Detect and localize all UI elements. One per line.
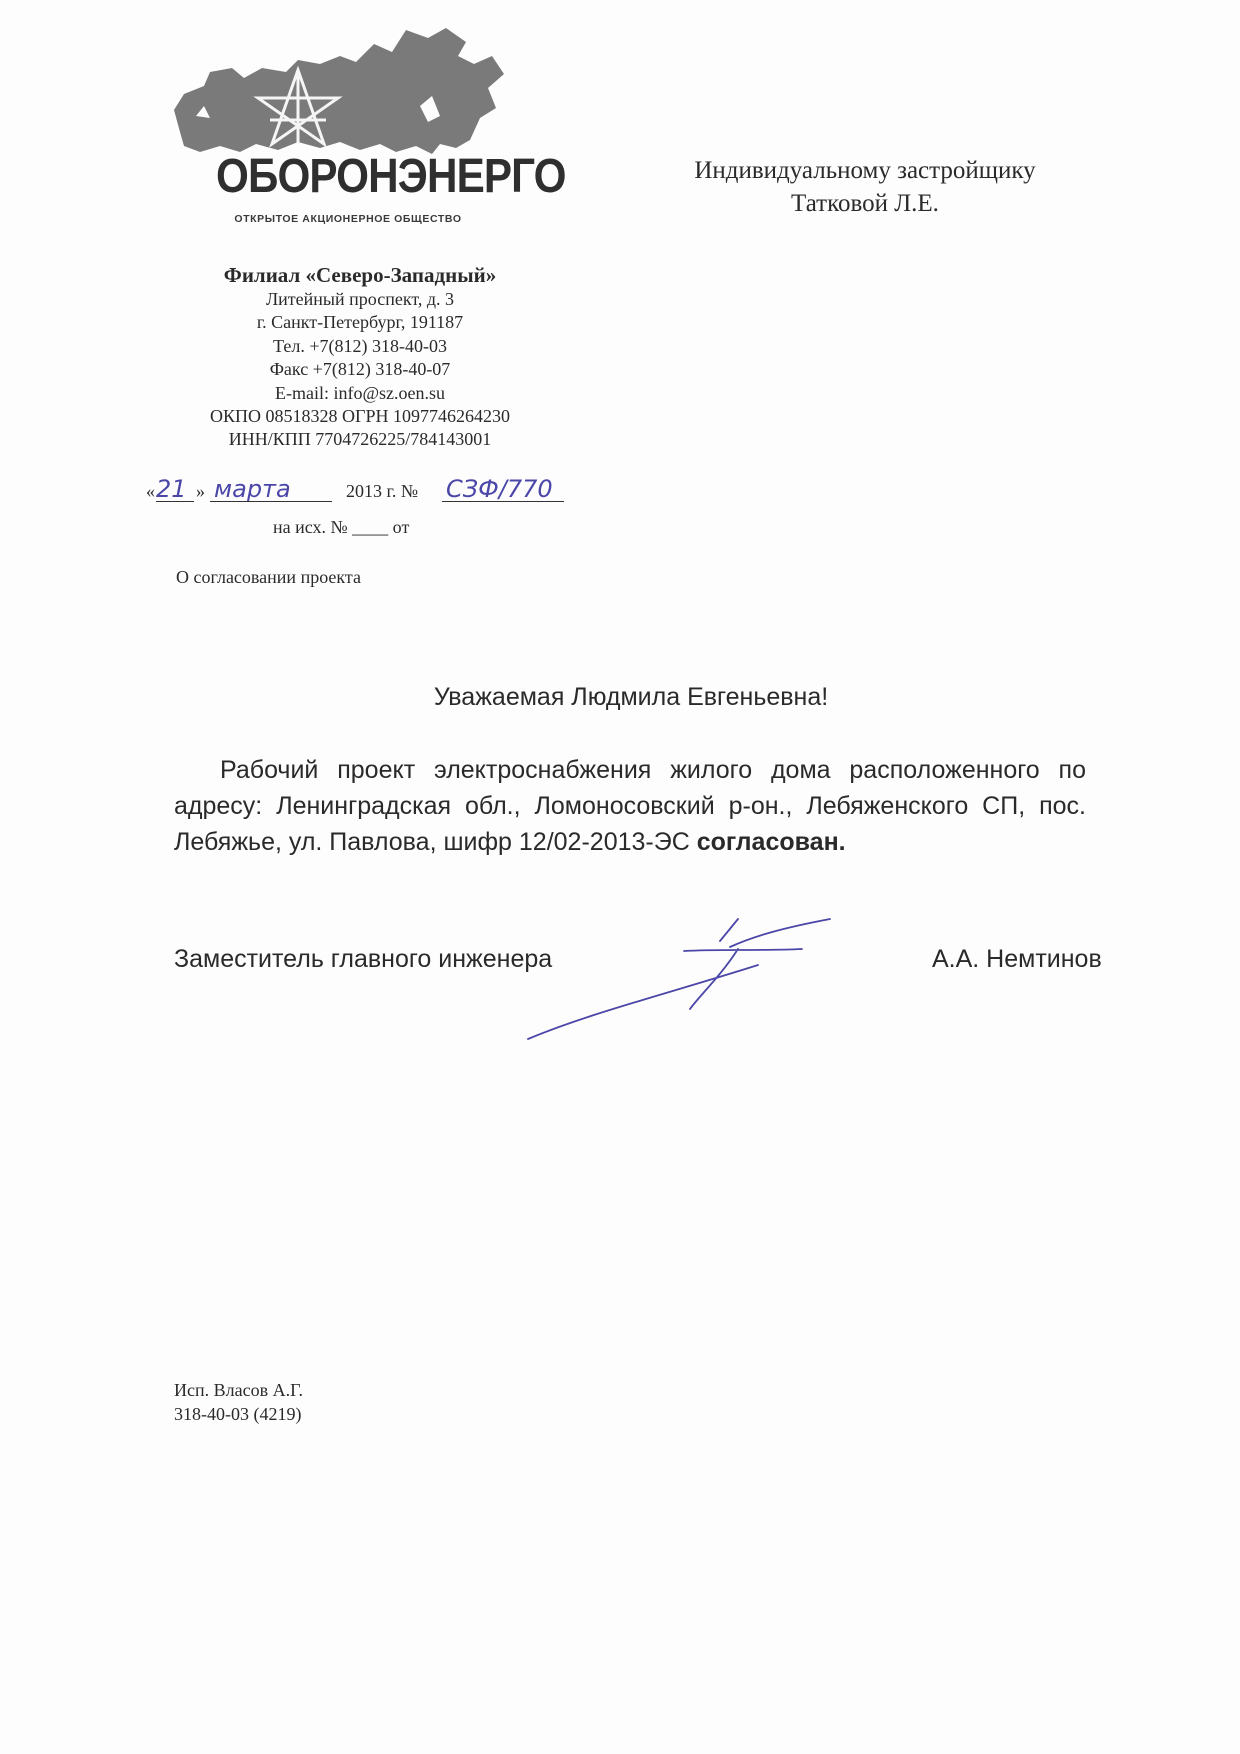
letter-subject: О согласовании проекта xyxy=(176,567,361,587)
outgoing-reference: на исх. № ____ от xyxy=(273,517,410,537)
body-emphasis: согласован. xyxy=(696,828,846,856)
reg-month: марта xyxy=(214,475,291,503)
branch-fax: Факс +7(812) 318-40-07 xyxy=(269,359,451,380)
logo-subtitle: ОТКРЫТОЕ АКЦИОНЕРНОЕ ОБЩЕСТВО xyxy=(234,213,462,225)
salutation: Уважаемая Людмила Евгеньевна! xyxy=(433,683,829,711)
recipient-block xyxy=(640,154,1090,220)
recipient-line-1: Индивидуальному застройщику xyxy=(694,157,1036,184)
signatory-name: А.А. Немтинов xyxy=(932,945,1102,973)
reg-month-underline xyxy=(210,501,332,502)
branch-phone: Тел. +7(812) 318-40-03 xyxy=(273,335,447,356)
signatory-title: Заместитель главного инженера xyxy=(174,945,553,973)
recipient-line-2: Татковой Л.Е. xyxy=(791,190,939,217)
russia-map-star-icon xyxy=(170,22,566,237)
reg-number: СЗФ/770 xyxy=(446,475,553,503)
branch-inn: ИНН/КПП 7704726225/784143001 xyxy=(228,429,492,450)
branch-address: Литейный проспект, д. 3 xyxy=(265,289,455,309)
branch-email: E-mail: info@sz.oen.su xyxy=(274,382,446,403)
branch-city: г. Санкт-Петербург, 191187 xyxy=(256,312,464,333)
executor-name: Исп. Власов А.Г. xyxy=(174,1380,303,1400)
reg-open-quote: « xyxy=(146,481,155,501)
reg-number-underline xyxy=(442,501,564,502)
reg-year-label: 2013 г. № xyxy=(346,481,419,501)
reg-close-quote: » xyxy=(196,481,205,501)
branch-name: Филиал «Северо-Западный» xyxy=(223,263,497,287)
branch-okpo: ОКПО 08518328 ОГРН 1097746264230 xyxy=(210,406,510,427)
executor-phone: 318-40-03 (4219) xyxy=(174,1404,302,1424)
executor-info xyxy=(174,1378,303,1426)
letterhead xyxy=(170,262,550,452)
registration-line xyxy=(146,474,586,508)
reg-day-underline xyxy=(156,501,194,502)
reg-day: 21 xyxy=(156,475,187,503)
letter-body xyxy=(174,752,1086,860)
logo-wordmark: ОБОРОНЭНЕРГО xyxy=(216,150,566,203)
company-logo xyxy=(170,22,566,237)
body-text: Рабочий проект электроснабжения жилого дома расположенного по адресу: Ленинградская обл., Ломоносовский р-он., Лебяженского СП, пос. Лебяжье, ул. Павлова, шифр 12/02-2013-ЭС xyxy=(174,756,1086,856)
handwritten-signature xyxy=(520,915,840,1045)
